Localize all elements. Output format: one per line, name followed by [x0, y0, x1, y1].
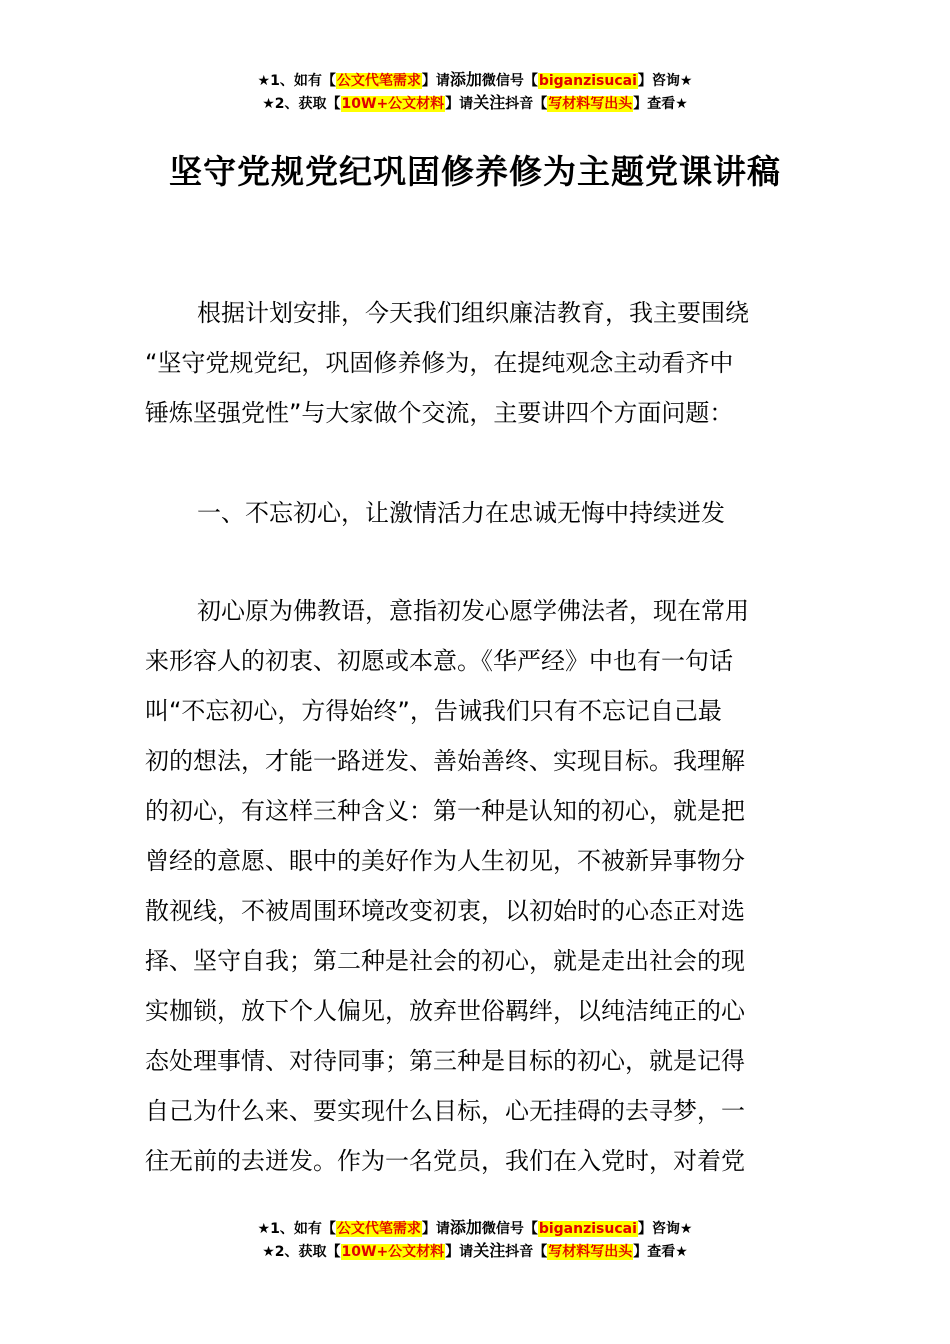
banner-text: 】请 — [445, 1244, 474, 1260]
paragraph-line: 往无前的去迸发。作为一名党员，我们在入党时，对着党 — [145, 1147, 745, 1175]
footer-banner — [0, 1217, 950, 1263]
paragraph-line: 初心原为佛教语，意指初发心愿学佛法者，现在常用 — [197, 597, 749, 625]
banner-text: ★2、获取【 — [262, 96, 341, 112]
banner-emphasis: 添加 — [449, 70, 482, 89]
paragraph-line: 锤炼坚强党性”与大家做个交流，主要讲四个方面问题： — [145, 399, 734, 427]
highlight-wechat-id: biganzisucai — [538, 73, 637, 89]
paragraph-line: 的初心，有这样三种含义：第一种是认知的初心，就是把 — [145, 797, 745, 825]
intro-paragraph — [145, 288, 807, 438]
paragraph-line: 自己为什么来、要实现什么目标，心无挂碍的去寻梦，一 — [145, 1097, 745, 1125]
highlight-materials: 10W+公文材料 — [341, 96, 445, 112]
paragraph-line: 根据计划安排，今天我们组织廉洁教育，我主要围绕 — [197, 299, 749, 327]
banner-line-2 — [0, 1240, 950, 1263]
banner-text: 微信号【 — [481, 73, 538, 89]
banner-line-1 — [0, 1217, 950, 1240]
document-title: 坚守党规党纪巩固修养修为主题党课讲稿 — [169, 152, 781, 191]
banner-line-2 — [0, 92, 950, 115]
section-heading — [145, 488, 807, 538]
paragraph-line: 来形容人的初衷、初愿或本意。《华严经》中也有一句话 — [145, 647, 733, 675]
banner-text: 】请 — [421, 73, 450, 89]
highlight-service: 公文代笔需求 — [336, 1221, 421, 1237]
paragraph-line: 叫“不忘初心，方得始终”，告诫我们只有不忘记自己最 — [145, 697, 722, 725]
highlight-wechat-id: biganzisucai — [538, 1221, 637, 1237]
paragraph-line: “坚守党规党纪，巩固修养修为，在提纯观念主动看齐中 — [145, 349, 734, 377]
banner-text: ★1、如有【 — [257, 1221, 336, 1237]
paragraph-line: 曾经的意愿、眼中的美好作为人生初见，不被新异事物分 — [145, 847, 745, 875]
paragraph-line: 实枷锁，放下个人偏见，放弃世俗羁绊，以纯洁纯正的心 — [145, 997, 745, 1025]
banner-emphasis: 关注 — [473, 1241, 506, 1260]
banner-text: 】查看★ — [633, 96, 688, 112]
banner-emphasis: 添加 — [449, 1218, 482, 1237]
highlight-douyin-id: 写材料写出头 — [548, 96, 633, 112]
banner-text: 】咨询★ — [637, 73, 693, 89]
paragraph-line: 散视线，不被周围环境改变初衷，以初始时的心态正对选 — [145, 897, 745, 925]
highlight-douyin-id: 写材料写出头 — [548, 1244, 633, 1260]
banner-text: ★2、获取【 — [262, 1244, 341, 1260]
banner-text: 】咨询★ — [637, 1221, 693, 1237]
section-heading-text: 一、不忘初心，让激情活力在忠诚无悔中持续迸发 — [197, 499, 725, 527]
banner-text: 抖音【 — [505, 1244, 548, 1260]
banner-text: ★1、如有【 — [257, 73, 336, 89]
highlight-materials: 10W+公文材料 — [341, 1244, 445, 1260]
header-banner — [0, 69, 950, 115]
banner-text: 】请 — [445, 96, 474, 112]
paragraph-line: 初的想法，才能一路迸发、善始善终、实现目标。我理解 — [145, 747, 745, 775]
banner-emphasis: 关注 — [473, 93, 506, 112]
banner-line-1 — [0, 69, 950, 92]
banner-text: 】查看★ — [633, 1244, 688, 1260]
paragraph-line: 态处理事情、对待同事；第三种是目标的初心，就是记得 — [145, 1047, 745, 1075]
paragraph-line: 择、坚守自我；第二种是社会的初心，就是走出社会的现 — [145, 947, 745, 975]
banner-text: 】请 — [421, 1221, 450, 1237]
body-paragraph — [145, 586, 807, 1186]
banner-text: 抖音【 — [505, 96, 548, 112]
banner-text: 微信号【 — [481, 1221, 538, 1237]
highlight-service: 公文代笔需求 — [336, 73, 421, 89]
